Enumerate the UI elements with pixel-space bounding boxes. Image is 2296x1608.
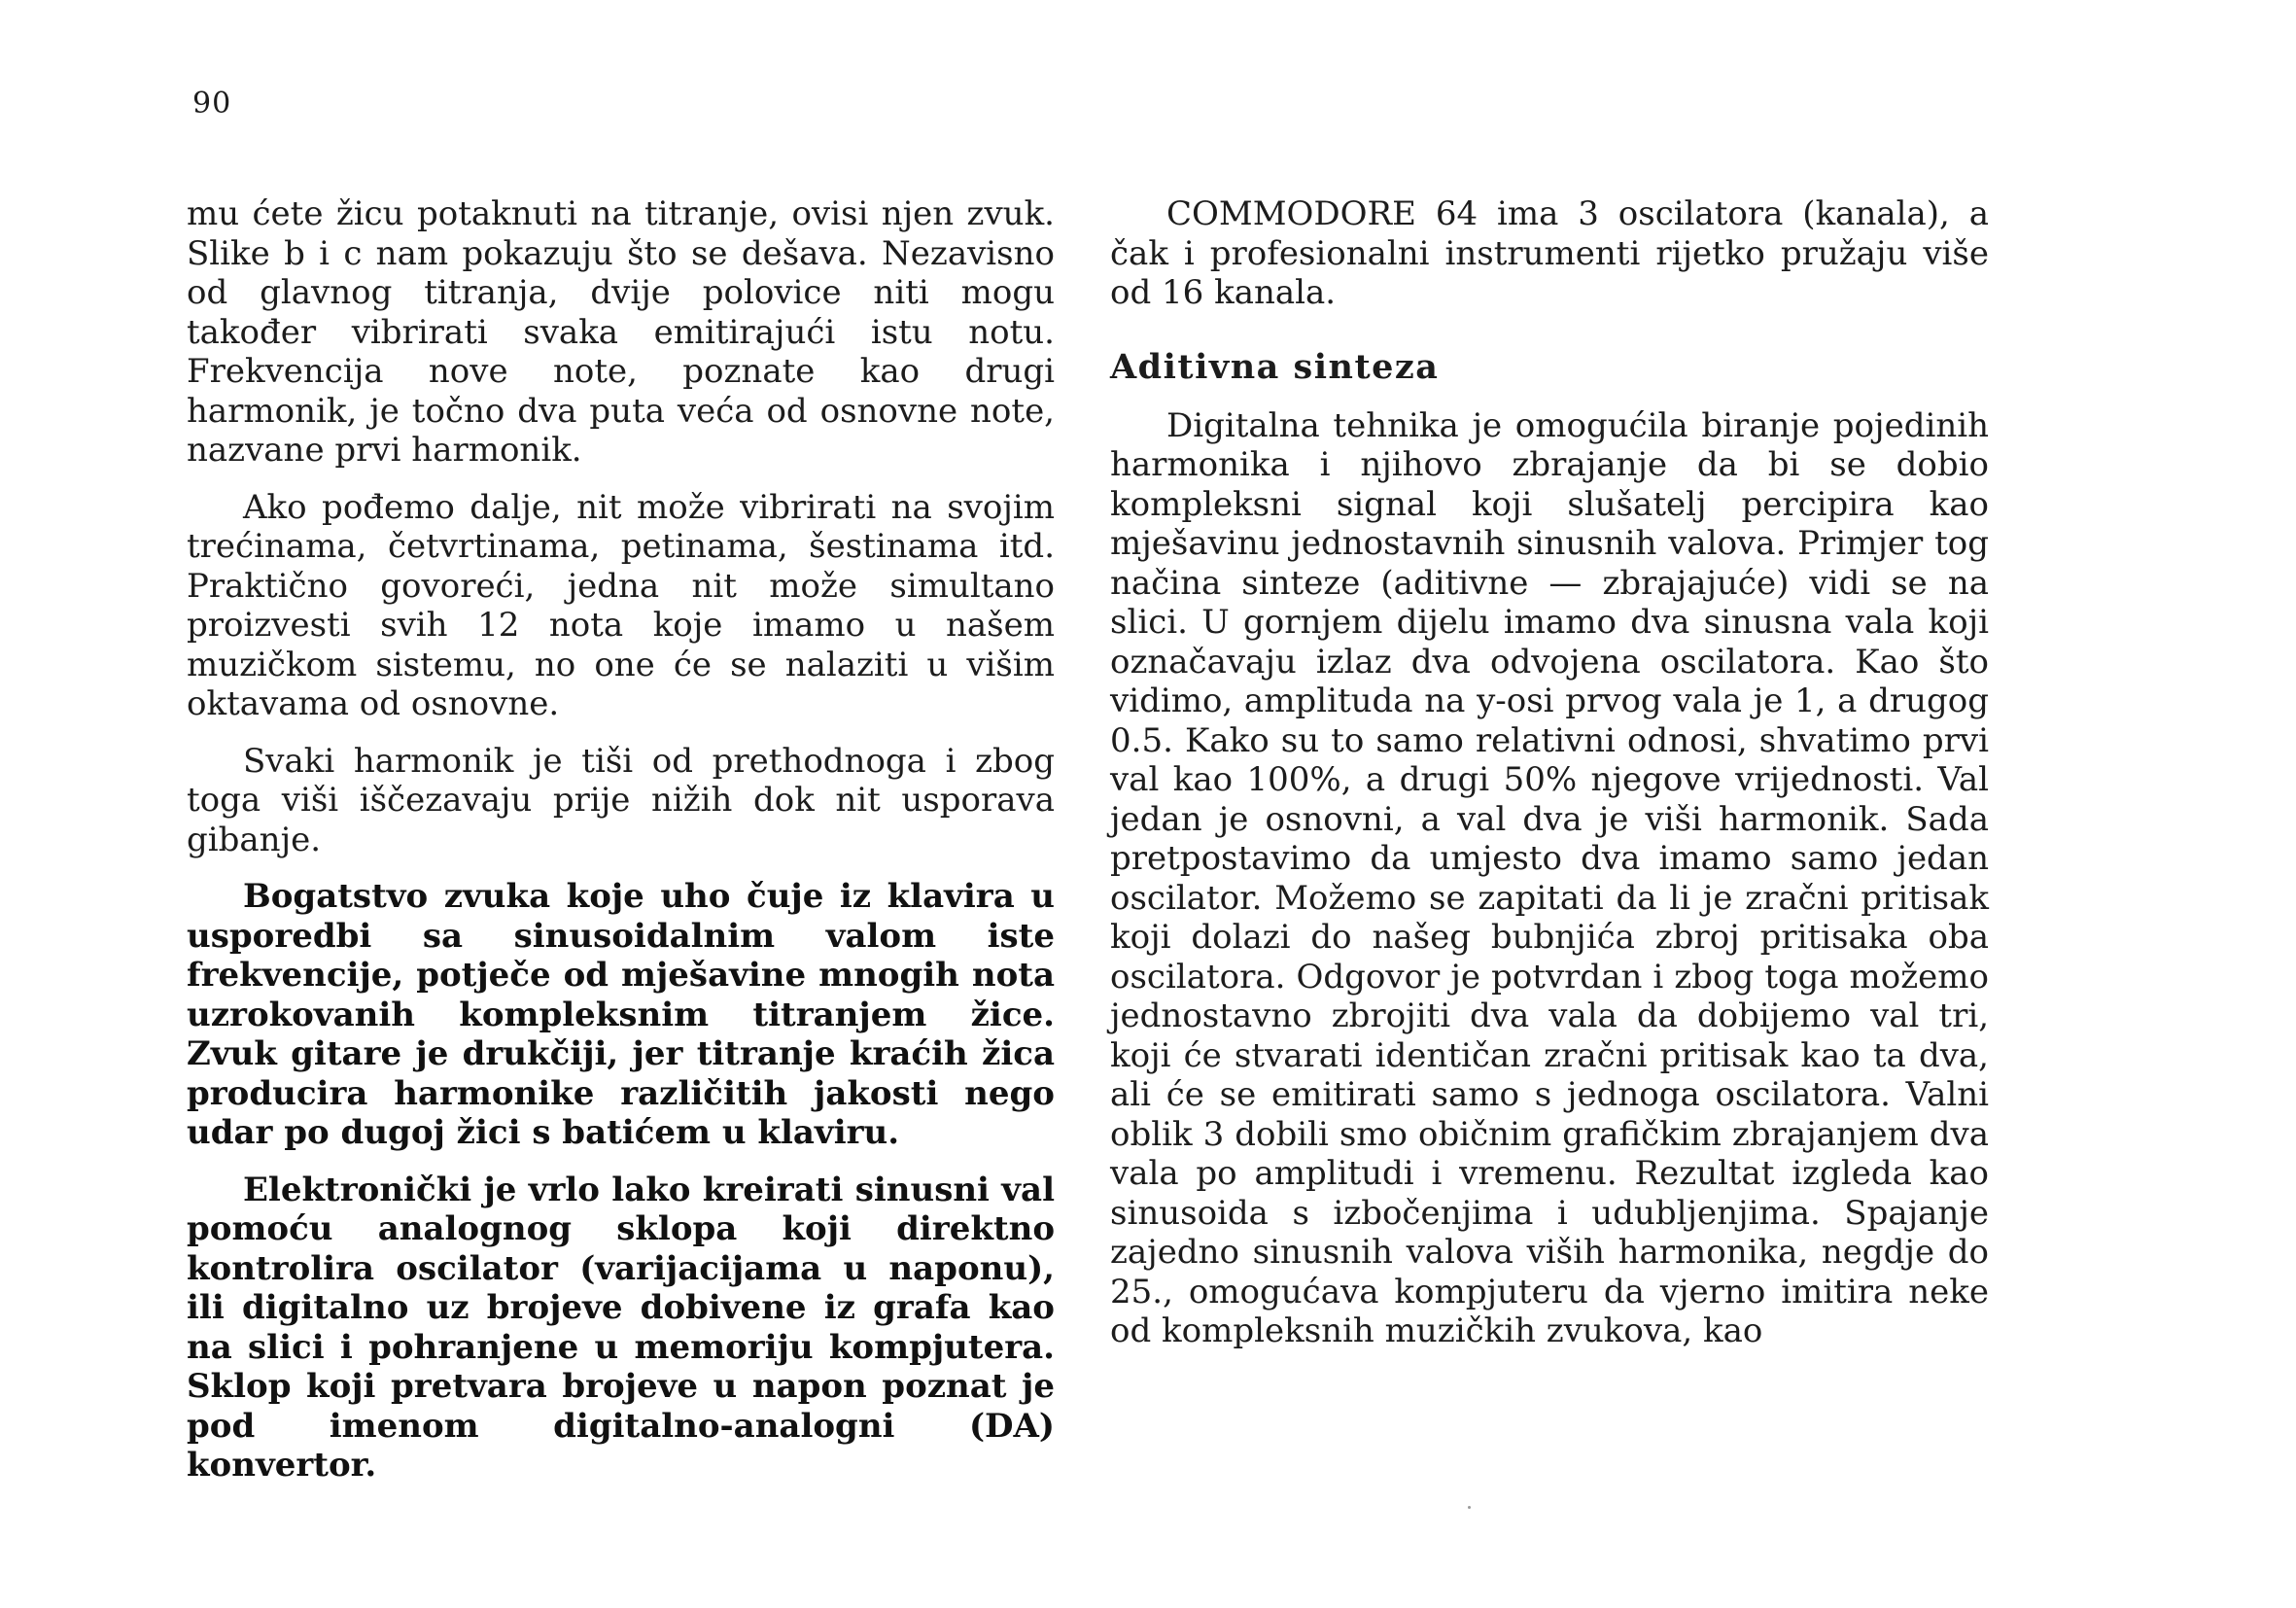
page-number: 90 (192, 87, 232, 121)
section-heading: Aditivna sinteza (1110, 346, 1440, 387)
paragraph: Elektronički je vrlo lako kreirati sinusni val pomoću analognog sklopa koji direktno kontrolira oscilator (varijacijama u naponu), ili digitalno uz brojeve dobivene iz grafa kao na slici i pohranjene u memoriju kompjutera. Sklop koji pretvara brojeve u napon poznat je pod imenom digitalno-analogni (DA) konvertor. (187, 1170, 1055, 1485)
paragraph: Digitalna tehnika je omogućila biranje pojedinih harmonika i njihovo zbrajanje da bi se dobio kompleksni signal koji slušatelj percipira kao mješavinu jednostavnih sinusnih valova. Primjer tog načina sinteze (aditivne — zbrajajuće) vidi se na slici. U gornjem dijelu imamo dva sinusna vala koji označavaju izlaz dva odvojena oscilatora. Kao što vidimo, amplituda na y-osi prvog vala je 1, a drugog 0.5. Kako su to samo relativni odnosi, shvatimo prvi val kao 100%, a drugi 50% njegove vrijednosti. Val jedan je osnovni, a val dva je viši harmonik. Sada pretpostavimo da umjesto dva imamo samo jedan oscilator. Možemo se zapitati da li je zračni pritisak koji dolazi do našeg bubnjića zbroj pritisaka oba oscilatora. Odgovor je potvrdan i zbog toga možemo jednostavno zbrojiti dva vala da dobijemo val tri, koji će stvarati identičan zračni pritisak kao ta dva, ali će se emitirati samo s jednoga oscilatora. Valni oblik 3 dobili smo običnim grafičkim zbrajanjem dva vala po amplitudi i vremenu. Rezultat izgleda kao sinusoida s izbočenjima i udubljenjima. Spajanje zajedno sinusnih valova viših harmonika, negdje do 25., omogućava kompjuteru da vjerno imitira neke od kompleksnih muzičkih zvukova, kao (1110, 405, 1989, 1350)
intro-paragraph: COMMODORE 64 ima 3 oscilatora (kanala), a čak i profesionalni instrumenti rijetko pružaju više od 16 kanala. (1110, 194, 1989, 312)
paragraph: mu ćete žicu potaknuti na titranje, ovisi njen zvuk. Slike b i c nam pokazuju što se dešava. Nezavisno od glavnog titranja, dvije polovice niti mogu također vibrirati svaka emitirajući istu notu. Frekvencija nove note, poznate kao drugi harmonik, je točno dva puta veća od osnovne note, nazvane prvi harmonik. (187, 194, 1055, 470)
paragraph: Svaki harmonik je tiši od prethodnoga i zbog toga viši iščezavaju prije nižih dok nit usporava gibanje. (187, 741, 1055, 859)
paragraph: Bogatstvo zvuka koje uho čuje iz klavira u usporedbi sa sinusoidalnim valom iste frekvencije, potječe od mješavine mnogih nota uzrokovanih kompleksnim titranjem žice. Zvuk gitare je drukčiji, jer titranje kraćih žica producira harmonike različitih jakosti nego udar po dugoj žici s batićem u klaviru. (187, 877, 1055, 1152)
scan-speck (1468, 1506, 1471, 1509)
right-column (1110, 194, 1989, 1369)
left-column (187, 194, 1055, 1503)
paragraph: Ako pođemo dalje, nit može vibrirati na svojim trećinama, četvrtinama, petinama, šestinama itd. Praktično govoreći, jedna nit može simultano proizvesti svih 12 nota koje imamo u našem muzičkom sistemu, no one će se nalaziti u višim oktavama od osnovne. (187, 487, 1055, 723)
